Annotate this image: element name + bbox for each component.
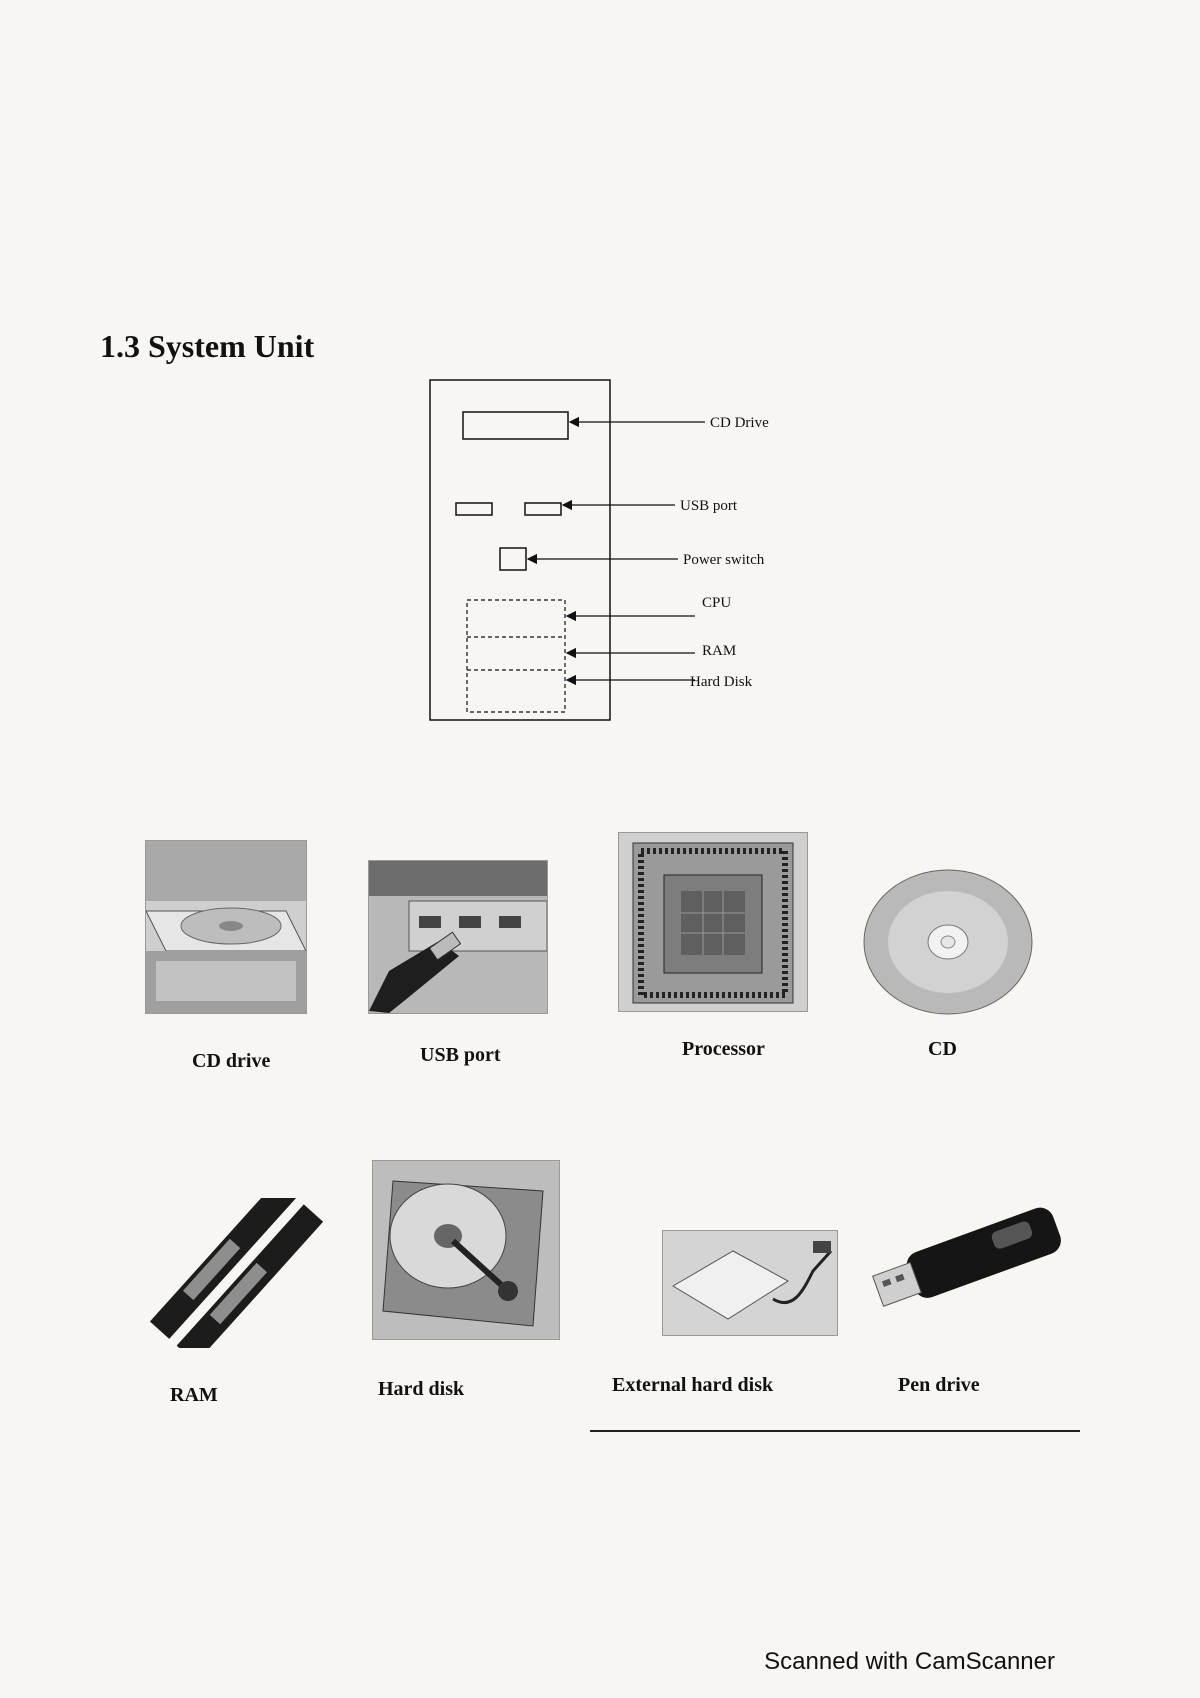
pen-drive-photo [866, 1185, 1066, 1325]
label-ram: RAM [702, 643, 737, 659]
usb-port-right [525, 503, 561, 515]
scanner-watermark: Scanned with CamScanner [764, 1648, 1055, 1675]
horizontal-rule [590, 1430, 1080, 1432]
cd-drive-photo [145, 840, 307, 1014]
caption-processor: Processor [682, 1038, 765, 1060]
ram-photo [148, 1198, 338, 1348]
external-hard-disk-photo [662, 1230, 838, 1336]
caption-usb-port: USB port [420, 1044, 501, 1066]
cpu-region [467, 600, 565, 712]
label-cpu: CPU [702, 595, 732, 611]
label-cd-drive: CD Drive [710, 415, 769, 431]
label-usb-port: USB port [680, 498, 738, 514]
caption-pen-drive: Pen drive [898, 1374, 980, 1396]
cd-photo [862, 868, 1034, 1016]
section-title: 1.3 System Unit [100, 328, 315, 364]
caption-hard-disk: Hard disk [378, 1378, 465, 1400]
label-power-switch: Power switch [683, 552, 765, 568]
caption-external-hard-disk: External hard disk [612, 1374, 774, 1396]
cd-drive-slot [463, 412, 568, 439]
usb-port-left [456, 503, 492, 515]
label-hard-disk: Hard Disk [690, 674, 753, 690]
cabinet-outline [430, 380, 610, 720]
system-unit-diagram [420, 375, 820, 730]
usb-port-photo [368, 860, 548, 1014]
hard-disk-photo [372, 1160, 560, 1340]
caption-cd: CD [928, 1038, 957, 1060]
processor-photo [618, 832, 808, 1012]
caption-cd-drive: CD drive [192, 1050, 271, 1072]
power-switch-box [500, 548, 526, 570]
caption-ram: RAM [170, 1384, 218, 1406]
